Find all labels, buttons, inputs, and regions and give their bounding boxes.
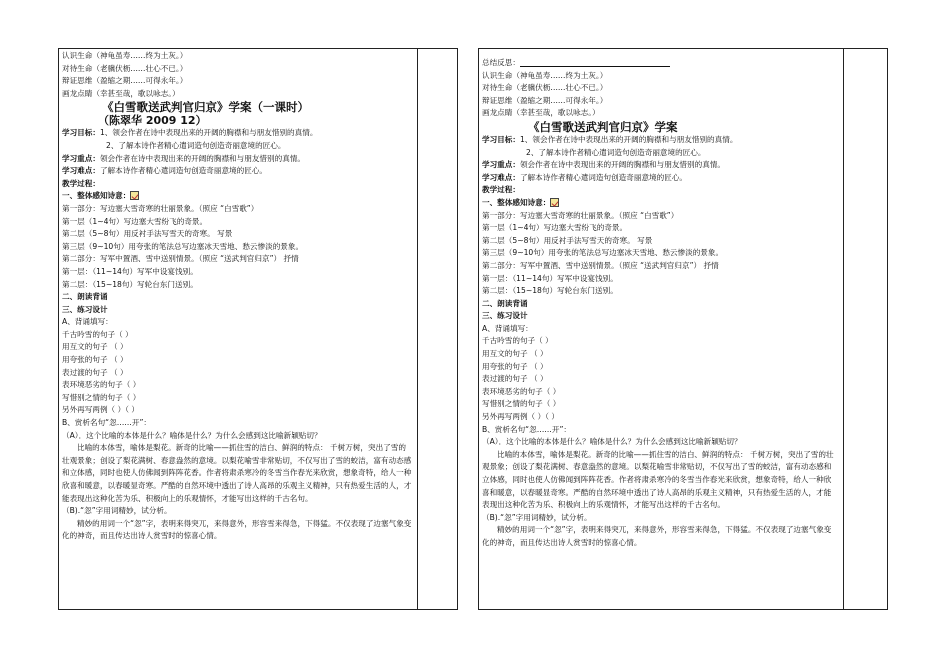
right-section-3: 三、练习设计: [482, 311, 528, 321]
right-goals-label: 学习目标：: [482, 134, 520, 144]
right-part-2: 第二部分：写军中置酒、雪中送别情景。（照应 “送武判官归京”） 抒情: [482, 260, 719, 270]
left-process-label: 教学过程：: [62, 178, 100, 188]
left-page-title: 《白雪歌送武判官归京》学案（一课时）: [102, 100, 309, 115]
left-layer-2: 第二层（5~8句）用反衬手法写雪天的奇寒。 写景: [62, 229, 233, 239]
left-fill-6: 写惜别之情的句子（ ）: [62, 392, 141, 402]
right-recap-line-2: 对待生命（老骥伏枥……壮心不已。）: [482, 83, 608, 93]
right-question-a: （A）．这个比喻的本体是什么？喻体是什么？为什么会感到这比喻新颖贴切？: [482, 437, 742, 447]
right-recap-line-1: 认识生命（神龟虽寿……终为土灰。）: [482, 70, 608, 80]
left-goal-1: 1、领会作者在诗中表现出来的开阔的胸襟和与朋友惜别的真情。: [99, 128, 318, 138]
left-difficulty-text: 了解本诗作者精心遣词造句创造奇丽意境的匠心。: [99, 166, 268, 176]
right-key-label: 学习重点：: [482, 160, 520, 170]
right-layer-2-2: 第二层：（15~18句）写轮台东门送别。: [482, 286, 618, 296]
left-layer-2-2: 第二层：（15~18句）写轮台东门送别。: [62, 279, 198, 289]
right-layer-3: 第三层（9~10句）用夸张的笔法总写边塞冰天雪地、愁云惨淡的景象。: [482, 248, 724, 258]
right-fill-2: 用互文的句子 （ ）: [482, 349, 548, 359]
left-page-subtitle: （陈翠华 2009 12）: [98, 114, 207, 128]
left-fill-2: 用互文的句子 （ ）: [62, 342, 128, 352]
left-page-content: [62, 50, 412, 543]
right-section-2: 二、朗读背诵: [482, 298, 528, 308]
left-fill-3: 用夸张的句子 （ ）: [62, 355, 128, 365]
left-section-1: 一、整体感知诗意：: [62, 191, 131, 201]
left-part-1: 第一部分：写边塞大雪奇寒的壮丽景象。（照应 “白雪歌”）: [62, 203, 259, 213]
left-section-3: 三、练习设计: [62, 304, 108, 314]
right-difficulty-text: 了解本诗作者精心遣词造句创造奇丽意境的匠心。: [519, 172, 688, 182]
right-fill-1: 千古吟雪的句子（ ）: [482, 336, 553, 346]
right-appreciate-label: B、赏析名句“忽……开”：: [482, 424, 572, 434]
left-recap-line-1: 认识生命（神龟虽寿……终为土灰。）: [62, 51, 188, 60]
left-answer-b: 精妙的用词一个“忽”字，表明来得突兀，来得意外，形容雪来得急，下得猛。不仅表现了边塞气象变化的神奇，而且传达出诗人赏雪时的惊喜心情。: [62, 518, 412, 541]
right-fill-4: 表过渡的句子 （ ）: [482, 374, 548, 384]
left-layer-3: 第三层（9~10句）用夸张的笔法总写边塞冰天雪地、愁云惨淡的景象。: [62, 241, 304, 251]
right-recap-line-4: 画龙点睛（幸甚至哉，歌以咏志。）: [482, 108, 600, 118]
left-recap-line-2: 对待生命（老骥伏枥……壮心不已。）: [62, 63, 188, 73]
left-question-b: （B).“忽”字用词精妙，试分析。: [62, 506, 172, 516]
left-fill-4: 表过渡的句子 （ ）: [62, 367, 128, 377]
pencil-note-icon: [550, 198, 559, 207]
summary-blank-line: [520, 57, 670, 67]
left-recite-label: A、背诵填写：: [62, 317, 113, 327]
left-key-label: 学习重点：: [62, 153, 100, 163]
left-layer-2-1: 第一层：（11~14句）写军中设宴饯别。: [62, 266, 198, 276]
left-fill-5: 表环境恶劣的句子（ ）: [62, 380, 141, 390]
right-page-divider: [843, 49, 844, 609]
left-part-2: 第二部分：写军中置酒、雪中送别情景。（照应 “送武判官归京”） 抒情: [62, 254, 299, 264]
right-layer-2: 第二层（5~8句）用反衬手法写雪天的奇寒。 写景: [482, 235, 653, 245]
right-process-label: 教学过程：: [482, 185, 520, 195]
right-part-1: 第一部分：写边塞大雪奇寒的壮丽景象。（照应 “白雪歌”）: [482, 210, 679, 220]
summary-label: 总结反思：: [482, 58, 520, 67]
right-layer-2-1: 第一层：（11~14句）写军中设宴饯别。: [482, 273, 618, 283]
right-fill-3: 用夸张的句子 （ ）: [482, 361, 548, 371]
left-recap-line-4: 画龙点睛（幸甚至哉，歌以咏志。）: [62, 88, 180, 98]
left-layer-1: 第一层（1~4句）写边塞大雪纷飞的奇景。: [62, 216, 208, 226]
right-question-b: （B).“忽”字用词精妙，试分析。: [482, 512, 592, 522]
right-difficulty-label: 学习难点：: [482, 172, 520, 182]
left-fill-7: 另外再写两例（ ）（ ）: [62, 405, 139, 415]
left-page-divider: [417, 49, 418, 609]
left-key-text: 领会作者在诗中表现出来的开阔的胸襟和与朋友惜别的真情。: [99, 153, 305, 163]
right-page-content: [482, 57, 837, 550]
right-fill-5: 表环境恶劣的句子（ ）: [482, 386, 561, 396]
left-fill-1: 千古吟雪的句子（ ）: [62, 329, 133, 339]
left-question-a: （A）．这个比喻的本体是什么？喻体是什么？为什么会感到这比喻新颖贴切？: [62, 430, 322, 440]
right-answer-b: 精妙的用词一个“忽”字，表明来得突兀，来得意外，形容雪来得急，下得猛。不仅表现了边塞气象变化的神奇，而且传达出诗人赏雪时的惊喜心情。: [482, 525, 832, 547]
right-goal-2: 2、了解本诗作者精心遣词造句创造奇丽意境的匠心。: [526, 147, 706, 157]
right-goal-1: 1、领会作者在诗中表现出来的开阔的胸襟和与朋友惜别的真情。: [519, 134, 738, 144]
right-fill-7: 另外再写两例（ ）（ ）: [482, 412, 559, 422]
pencil-note-icon: [130, 191, 139, 200]
left-appreciate-label: B、赏析名句“忽……开”：: [62, 418, 152, 428]
left-goal-2: 2、了解本诗作者精心遣词造句创造奇丽意境的匠心。: [106, 140, 286, 150]
left-difficulty-label: 学习难点：: [62, 166, 100, 176]
right-answer-a: 比喻的本体雪，喻体是梨花。新奇的比喻——抓住雪的洁白、鲜润的特点： 千树万树，突出了雪的壮观景象；创设了梨花满树、春意盎然的意境。以梨花喻雪非常贴切，不仅写出了雪的蛟洁，富有动态感和立体感，同时也使人仿佛闻到阵阵花香。作者将肃杀寒冷的冬雪当作春光来欣赏，想象奇特，给人一种欣喜和暖意，以春暖显奇寒。严酷的自然环境中透出了诗人高昂的乐观主义精神，只有热爱生活的人，才能表现出这种化苦为乐、积极向上的乐观情怀，才能写出这样的千古名句。: [482, 449, 834, 510]
left-section-2: 二、朗读背诵: [62, 292, 108, 302]
left-answer-a: 比喻的本体雪，喻体是梨花。新奇的比喻——抓住雪的洁白、鲜润的特点： 千树万树，突出了雪的壮观景象；创设了梨花满树、春意盎然的意境。以梨花喻雪非常贴切，不仅写出了雪的蛟洁，富有动态感和立体感，同时也使人仿佛闻到阵阵花香。作者将肃杀寒冷的冬雪当作春光来欣赏，想象奇特，给人一种欣喜和暖意，以春暖显奇寒。严酷的自然环境中透出了诗人高昂的乐观主义精神，只有热爱生活的人，才能表现出这种化苦为乐、积极向上的乐观情怀，才能写出这样的千古名句。: [62, 443, 412, 503]
right-layer-1: 第一层（1~4句）写边塞大雪纷飞的奇景。: [482, 223, 628, 233]
right-recap-line-3: 辩证思维（盈缩之期……可得永年。）: [482, 95, 608, 105]
left-goals-label: 学习目标：: [62, 128, 100, 138]
right-page-title: 《白雪歌送武判官归京》学案: [528, 119, 678, 134]
right-fill-6: 写惜别之情的句子（ ）: [482, 399, 561, 409]
right-key-text: 领会作者在诗中表现出来的开阔的胸襟和与朋友惜别的真情。: [519, 160, 725, 170]
right-section-1: 一、整体感知诗意：: [482, 197, 551, 207]
left-recap-line-3: 辩证思维（盈缩之期……可得永年。）: [62, 76, 188, 86]
right-recite-label: A、背诵填写：: [482, 323, 533, 333]
